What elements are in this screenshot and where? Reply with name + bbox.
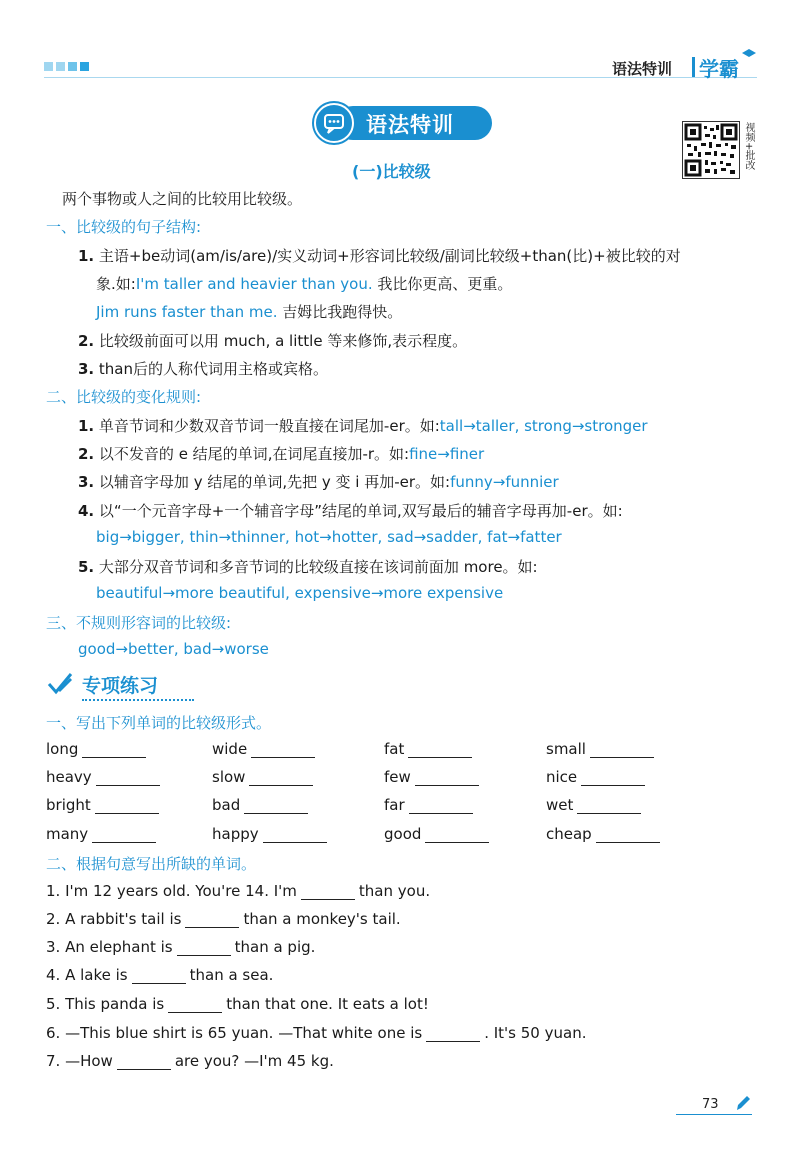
rule-item: 1. 主语+be动词(am/is/are)/实义动词+形容词比较级/副词比较级+than(比)+被比较的对 [78,247,681,265]
word-item[interactable]: far [384,796,473,814]
graduation-cap-icon [742,49,756,59]
section-banner [314,103,494,143]
word-item[interactable]: cheap [546,825,660,843]
banner-title: 语法特训 [366,113,454,137]
fill-in-sentence[interactable]: 3. An elephant is than a pig. [46,938,316,956]
word-item[interactable]: good [384,825,489,843]
example-words: funny→funnier [450,473,559,491]
fill-in-sentence[interactable]: 7. —How are you? —I'm 45 kg. [46,1052,334,1070]
rule-item: 5. 大部分双音节词和多音节词的比较级直接在该词前面加 more。如: [78,558,538,576]
example-words: good→better, bad→worse [78,640,269,658]
pencil-icon [735,1094,751,1112]
fill-in-sentence[interactable]: 5. This panda is than that one. It eats a lot! [46,995,429,1013]
practice-part2-heading: 二、根据句意写出所缺的单词。 [46,855,257,873]
word-item[interactable]: heavy [46,768,160,786]
example-sentence: Jim runs faster than me. [96,303,278,321]
word-item[interactable]: fat [384,740,472,758]
section3-heading: 三、不规则形容词的比较级: [46,614,232,632]
word-item[interactable]: few [384,768,479,786]
header-title: 语法特训 [612,60,673,78]
rule-item: 1. 单音节词和少数双音节词一般直接在词尾加-er。如:tall→taller, strong→stronger [78,417,648,435]
practice-underline [82,699,194,701]
rule-item: 3. 以辅音字母加 y 结尾的单词,先把 y 变 i 再加-er。如:funny→funnier [78,473,559,491]
brand-logo: 学霸 [699,57,739,81]
word-item[interactable]: many [46,825,156,843]
word-item[interactable]: nice [546,768,645,786]
section1-heading: 一、比较级的句子结构: [46,218,202,236]
header-decoration [44,62,89,71]
fill-in-sentence[interactable]: 2. A rabbit's tail is than a monkey's tail. [46,910,401,928]
section2-heading: 二、比较级的变化规则: [46,388,202,406]
fill-in-sentence[interactable]: 6. —This blue shirt is 65 yuan. —That white one is . It's 50 yuan. [46,1024,587,1042]
page-number: 73 [702,1097,719,1112]
pen-check-icon [46,670,74,698]
rule-item: 2. 以不发音的 e 结尾的单词,在词尾直接加-r。如:fine→finer [78,445,485,463]
example-words: tall→taller, strong→stronger [439,417,648,435]
fill-in-sentence[interactable]: 1. I'm 12 years old. You're 14. I'm than you. [46,882,431,900]
word-item[interactable]: happy [212,825,327,843]
word-item[interactable]: wet [546,796,641,814]
header-bar [692,57,695,77]
qr-code-icon[interactable] [682,121,740,179]
example-words: big→bigger, thin→thinner, hot→hotter, sad→sadder, fat→fatter [96,528,562,546]
example-words: beautiful→more beautiful, expensive→more expensive [96,584,504,602]
word-item[interactable]: small [546,740,654,758]
practice-part1-heading: 一、写出下列单词的比较级形式。 [46,714,272,732]
intro-text: 两个事物或人之间的比较用比较级。 [62,190,303,208]
word-item[interactable]: wide [212,740,315,758]
fill-in-sentence[interactable]: 4. A lake is than a sea. [46,966,274,984]
rule-item: 4. 以“一个元音字母+一个辅音字母”结尾的单词,双写最后的辅音字母再加-er。如: [78,502,623,520]
chat-bubble-icon [316,105,352,141]
word-item[interactable]: long [46,740,146,758]
practice-title: 专项练习 [82,675,159,697]
qr-label: 视频+批改 [743,122,754,171]
word-item[interactable]: bright [46,796,159,814]
word-item[interactable]: slow [212,768,313,786]
rule-item-cont: 象.如:I'm taller and heavier than you. 我比你更高、更重。 [96,275,513,293]
example-sentence: I'm taller and heavier than you. [135,275,373,293]
rule-item-cont: Jim runs faster than me. 吉姆比我跑得快。 [96,303,403,321]
rule-item: 3. than后的人称代词用主格或宾格。 [78,360,329,378]
page-number-underline [676,1114,752,1115]
subtitle: (一)比较级 [352,162,431,181]
example-words: fine→finer [409,445,485,463]
rule-item: 2. 比较级前面可以用 much, a little 等来修饰,表示程度。 [78,332,468,350]
word-item[interactable]: bad [212,796,308,814]
